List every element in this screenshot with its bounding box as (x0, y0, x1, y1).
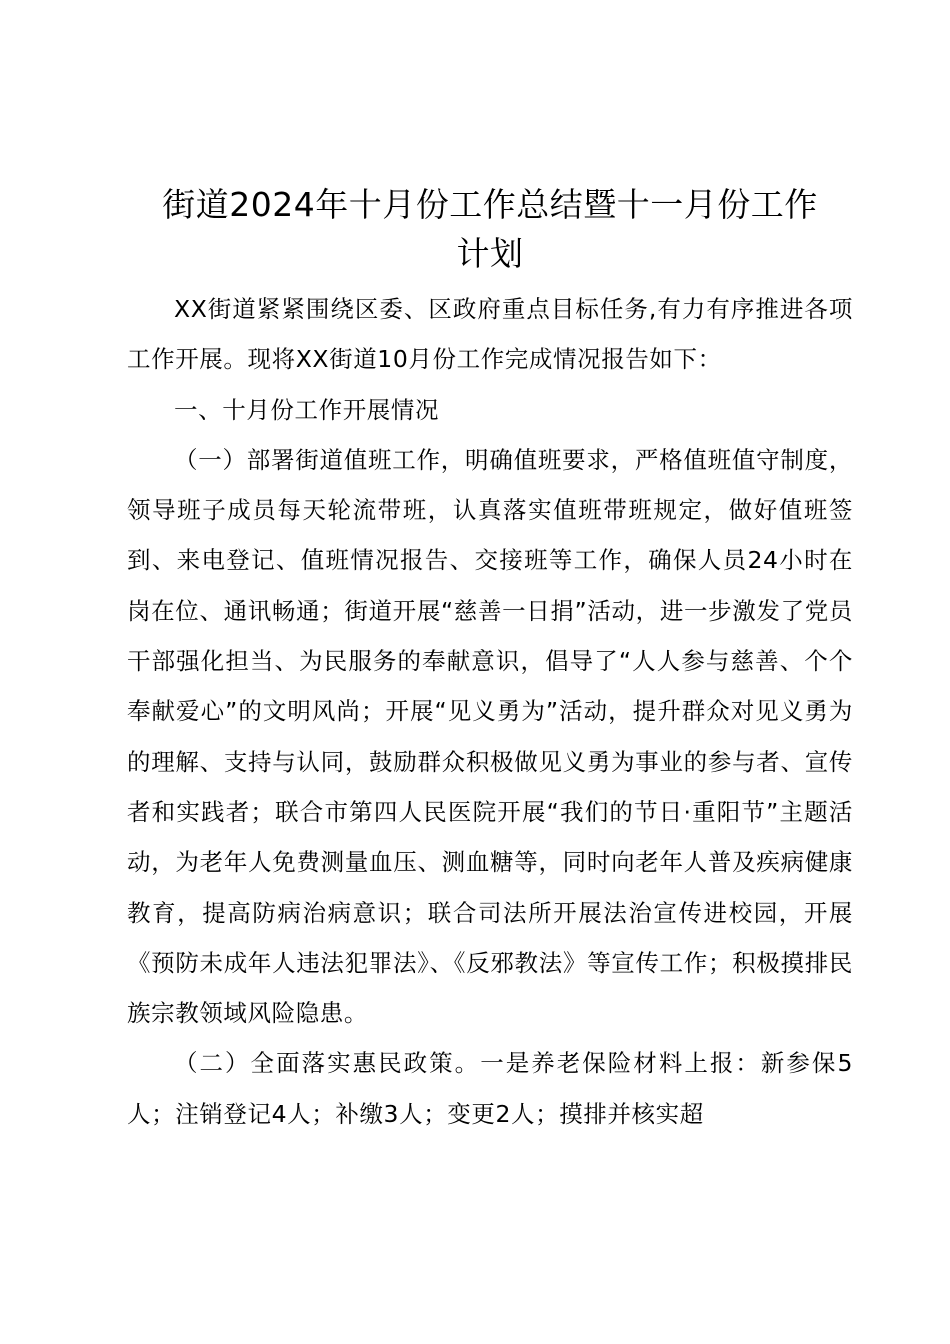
item-1-paragraph: （一）部署街道值班工作，明确值班要求，严格值班值守制度，领导班子成员每天轮流带班，认真落实值班带班规定，做好值班签到、来电登记、值班情况报告、交接班等工作，确保人员24小时在岗在位、通讯畅通；街道开展“慈善一日捐”活动，进一步激发了党员干部强化担当、为民服务的奉献意识，倡导了“人人参与慈善、个个奉献爱心”的文明风尚；开展“见义勇为”活动，提升群众对见义勇为的理解、支持与认同，鼓励群众积极做见义勇为事业的参与者、宣传者和实践者；联合市第四人民医院开展“我们的节日·重阳节”主题活动，为老年人免费测量血压、测血糖等，同时向老年人普及疾病健康教育，提高防病治病意识；联合司法所开展法治宣传进校园，开展《预防未成年人违法犯罪法》、《反邪教法》等宣传工作；积极摸排民族宗教领域风险隐患。 (127, 445, 853, 1028)
document-title (127, 180, 853, 278)
section-heading: 一、十月份工作开展情况 (174, 395, 440, 424)
document-title-line-2: 计划 (456, 234, 524, 273)
document-page (127, 180, 853, 1139)
intro-paragraph: XX街道紧紧围绕区委、区政府重点目标任务,有力有序推进各项工作开展。现将XX街道10月份工作完成情况报告如下： (127, 295, 853, 374)
document-body (127, 284, 853, 1139)
document-title-line-1: 街道2024年十月份工作总结暨十一月份工作 (162, 185, 818, 224)
item-2-paragraph: （二）全面落实惠民政策。一是养老保险材料上报：新参保5人；注销登记4人；补缴3人；变更2人；摸排并核实超 (127, 1049, 853, 1128)
